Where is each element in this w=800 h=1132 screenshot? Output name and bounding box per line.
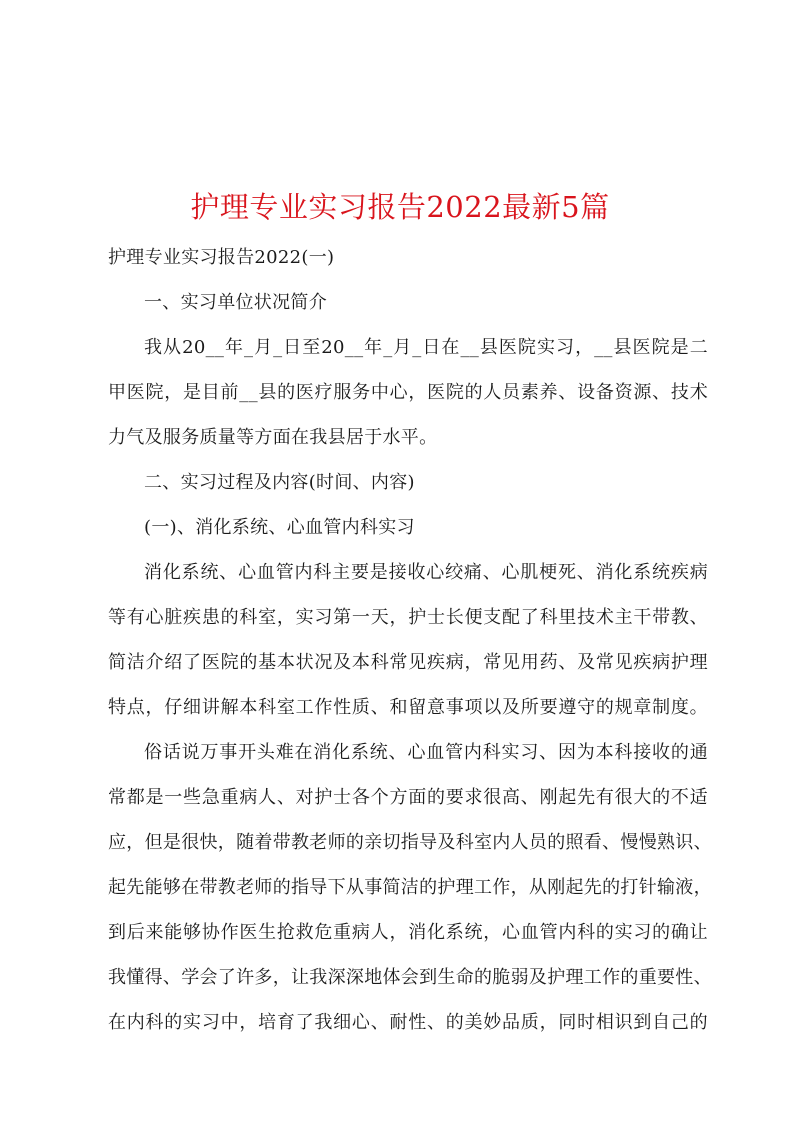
section-heading-1: 一、实习单位状况简介 bbox=[144, 292, 327, 313]
section-heading-2: 二、实习过程及内容(时间、内容) bbox=[144, 472, 415, 493]
paragraph-line: 等有心脏疾患的科室，实习第一天，护士长便支配了科里技术主干带教、 bbox=[108, 607, 708, 628]
paragraph-line: 应，但是很快，随着带教老师的亲切指导及科室内人员的照看、慢慢熟识、 bbox=[108, 832, 712, 853]
document-title: 护理专业实习报告2022最新5篇 bbox=[190, 190, 610, 225]
paragraph-line: 特点，仔细讲解本科室工作性质、和留意事项以及所要遵守的规章制度。 bbox=[108, 697, 708, 718]
paragraph-line: 到后来能够协作医生抢救危重病人，消化系统，心血管内科的实习的确让 bbox=[108, 922, 708, 943]
paragraph-line: 起先能够在带教老师的指导下从事简洁的护理工作，从刚起先的打针输液， bbox=[108, 877, 712, 898]
paragraph-line: 消化系统、心血管内科主要是接收心绞痛、心肌梗死、消化系统疾病 bbox=[144, 562, 708, 583]
paragraph-line: 简洁介绍了医院的基本状况及本科常见疾病，常见用药、及常见疾病护理 bbox=[108, 652, 708, 673]
paragraph-line: 在内科的实习中，培育了我细心、耐性、的美妙品质，同时相识到自己的 bbox=[108, 1012, 708, 1033]
paragraph-line: 我从20__年_月_日至20__年_月_日在__县医院实习，__县医院是二 bbox=[144, 337, 708, 358]
paragraph-line: 我懂得、学会了许多，让我深深地体会到生命的脆弱及护理工作的重要性、 bbox=[108, 967, 712, 988]
paragraph-line: 常都是一些急重病人、对护士各个方面的要求很高、刚起先有很大的不适 bbox=[108, 787, 708, 808]
subsection-heading: (一)、消化系统、心血管内科实习 bbox=[144, 517, 415, 538]
paragraph-line: 甲医院，是目前__县的医疗服务中心，医院的人员素养、设备资源、技术 bbox=[108, 382, 708, 403]
paragraph-line: 力气及服务质量等方面在我县居于水平。 bbox=[108, 427, 438, 448]
paragraph-line: 俗话说万事开头难在消化系统、心血管内科实习、因为本科接收的通 bbox=[144, 742, 708, 763]
document-body bbox=[108, 235, 712, 1045]
report-subtitle: 护理专业实习报告2022(一) bbox=[108, 247, 335, 268]
